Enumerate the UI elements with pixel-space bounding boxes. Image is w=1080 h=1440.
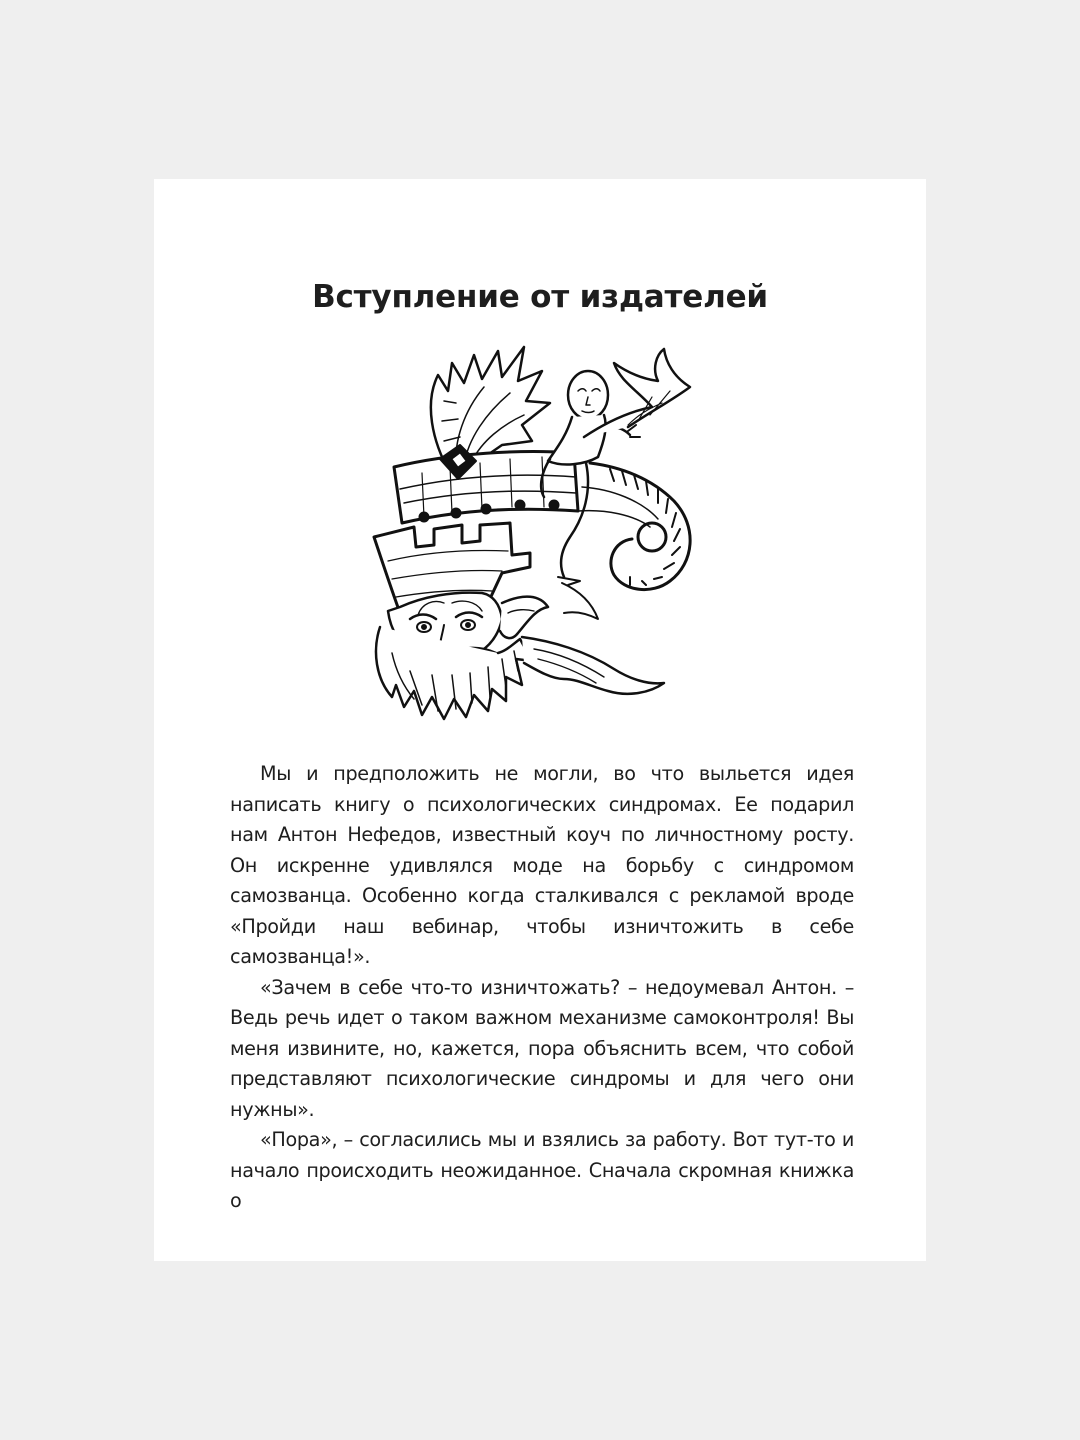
body-text xyxy=(230,759,854,1217)
book-page xyxy=(154,179,926,1261)
paragraph: «Зачем в себе что-то изничтожать? – недоумевал Антон. – Ведь речь идет о таком важном механизме самоконтроля! Вы меня извините, но, кажется, пора объяснить всем, что собой представляют психологические синдромы и для чего они нужны». xyxy=(230,975,854,1121)
paragraph: Мы и предположить не могли, во что выльется идея написать книгу о психологических синдромах. Ее подарил нам Антон Нефедов, известный коуч по личностному росту. Он искренне удивлялся моде на борьбу с синдромом самозванца. Особенно когда сталкивался с рекламой вроде «Пройди наш вебинар, чтобы изничтожить в себе самозванца!». xyxy=(230,762,854,968)
paragraph: «Пора», – согласились мы и взялись за работу. Вот тут-то и начало происходить неожиданное. Сначала скромная книжка о xyxy=(230,1128,854,1212)
page-title: Вступление от издателей xyxy=(312,279,768,315)
king-engraving-illustration xyxy=(352,341,732,721)
